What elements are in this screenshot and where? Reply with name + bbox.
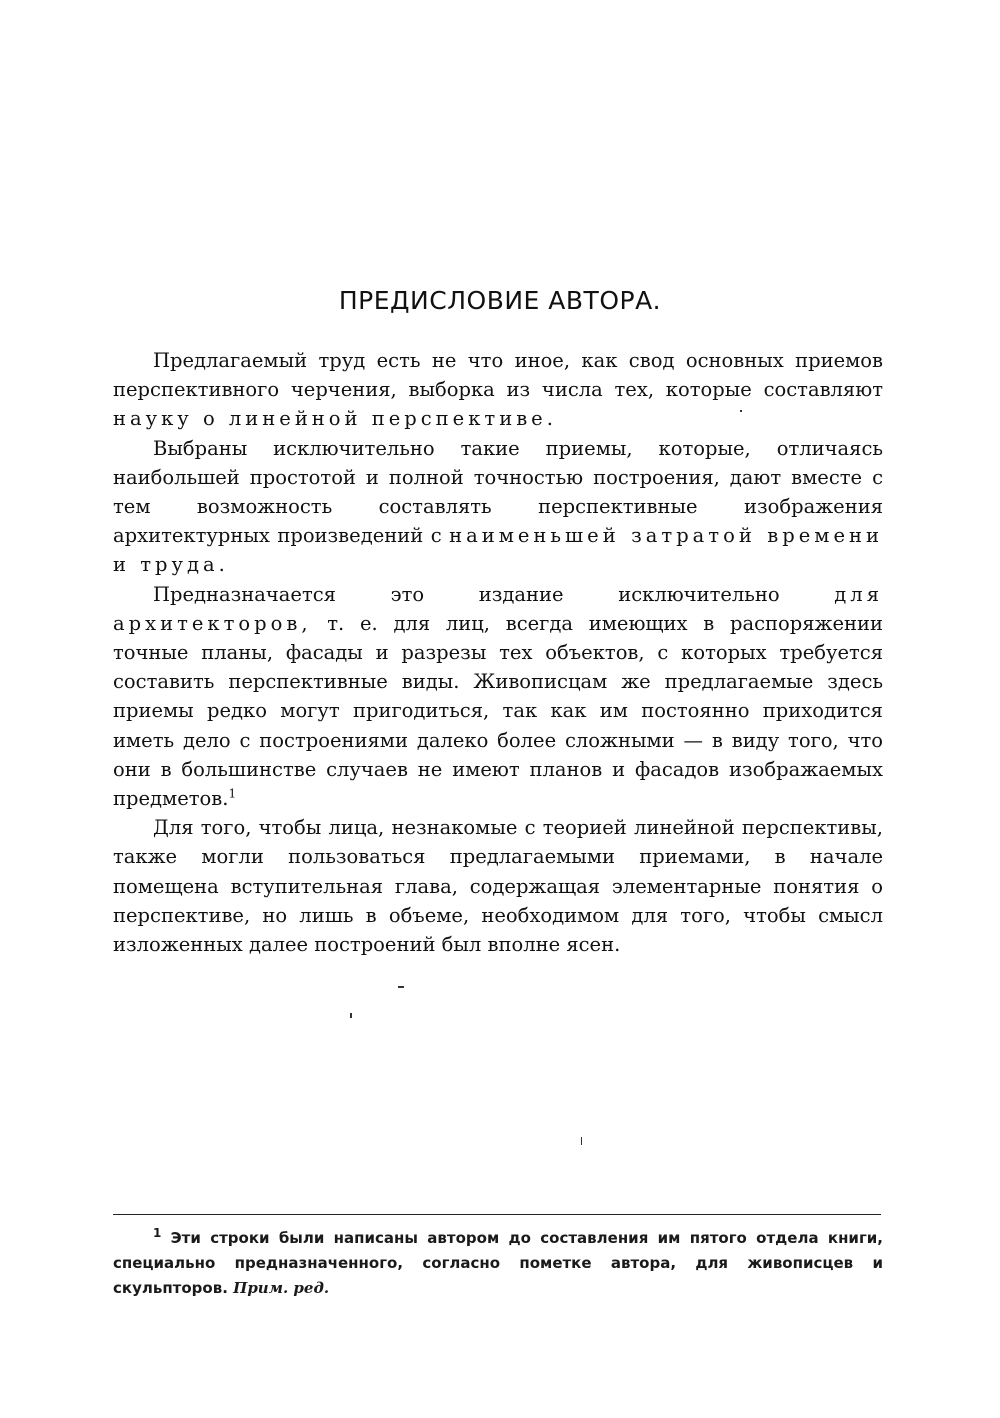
scan-speck — [398, 986, 404, 988]
scan-speck — [350, 1013, 352, 1018]
footnote-mark: 1 — [153, 1226, 162, 1240]
paragraph-4 — [113, 813, 883, 959]
page-title: ПРЕДИСЛОВИЕ АВТОРА. — [338, 286, 662, 315]
paragraph-2 — [113, 434, 883, 580]
paragraph-3 — [113, 580, 883, 814]
scan-speck — [581, 1137, 582, 1145]
paragraph-2-spaced-text: наименьшей затратой времени и труда. — [113, 524, 883, 577]
editor-note: Прим. ред. — [233, 1279, 330, 1297]
paragraph-3-text-a: Предназначается это издание исключительно — [153, 582, 835, 606]
paragraph-3-spaced-text: для архитекторов, — [113, 582, 883, 635]
paragraph-1-text: Предлагаемый труд есть не что иное, как свод основных приемов перспективного черчения, выборка из числа тех, которые составляют — [113, 349, 883, 402]
paragraph-1-spaced-text: науку о линейной перспективе. — [113, 407, 557, 431]
preface-body — [113, 346, 883, 959]
paragraph-4-text: Для того, чтобы лица, незнакомые с теорией линейной перспективы, также могли пользоваться предлагаемыми приемами, в начале помещена вступительная глава, содержащая элементарные понятия о перспективе, но лишь в объеме, необходимом для того, чтобы смысл изложенных далее построений был вполне ясен. — [113, 816, 883, 957]
scan-speck — [740, 410, 742, 412]
paragraph-2-text: Выбраны исключительно такие приемы, которые, отличаясь наибольшей простотой и полной точностью построения, дают вместе с тем возможность составлять перспективные изображения архитектурных произведений с — [113, 436, 883, 548]
footnote-reference-mark: 1 — [228, 786, 237, 801]
footnote-divider — [113, 1214, 881, 1215]
footnote-text: Эти строки были написаны автором до составления им пятого отдела книги, специально предназначенного, согласно пометке автора, для живописцев и скульпторов. — [113, 1229, 883, 1297]
paragraph-3-text-b: т. е. для лиц, всегда имеющих в распоряжении точные планы, фасады и разрезы тех объектов, с которых требуется составить перспективные виды. Живописцам же предлагаемые здесь приемы редко могут пригодиться, так как им постоянно приходится иметь дело с построениями далеко более сложными — в виду того, что они в большинстве случаев не имеют планов и фасадов изображаемых предметов. — [113, 611, 883, 811]
footnote-paragraph — [113, 1226, 883, 1301]
footnote — [113, 1226, 883, 1301]
paragraph-1 — [113, 346, 883, 434]
